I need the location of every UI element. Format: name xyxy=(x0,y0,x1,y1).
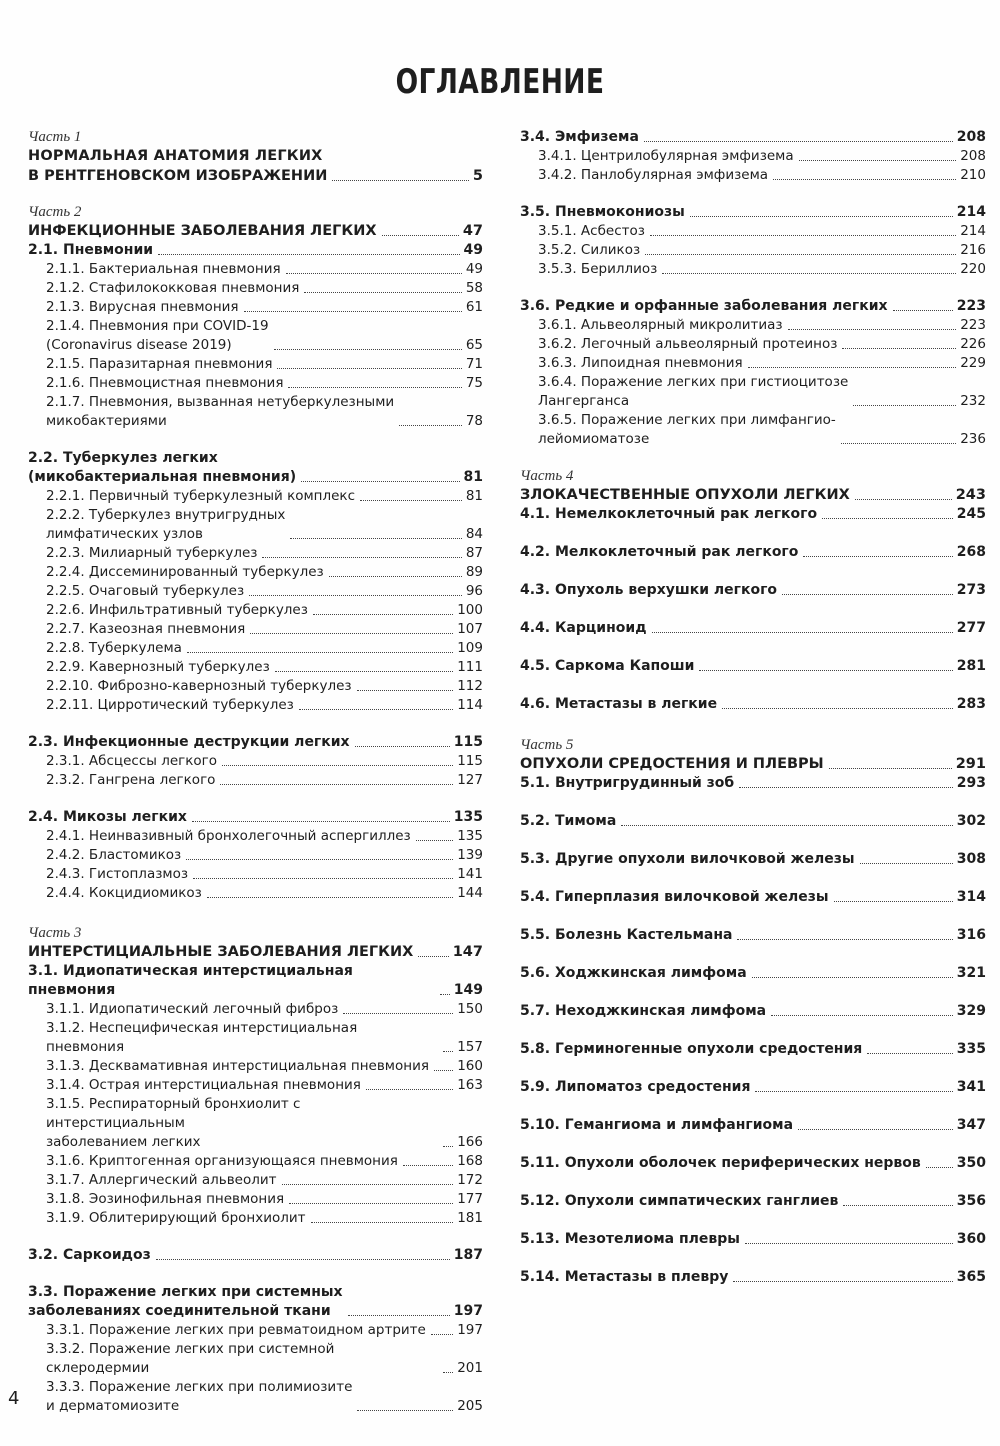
entry-title: 5.8. Герминогенные опухоли средостения xyxy=(520,1041,863,1057)
toc-entry[interactable] xyxy=(28,1209,483,1228)
toc-entry[interactable] xyxy=(28,865,483,884)
entry-page: 268 xyxy=(956,544,986,560)
entry-title: 4.4. Карциноид xyxy=(520,620,647,636)
entry-title: 2.1.2. Стафилококковая пневмония xyxy=(46,280,300,296)
entry-title: 5.3. Другие опухоли вилочковой железы xyxy=(520,851,855,867)
entry-page: 316 xyxy=(956,927,986,943)
toc-entry[interactable] xyxy=(520,485,986,505)
entry-page: 61 xyxy=(465,299,483,315)
entry-page: 149 xyxy=(453,982,483,998)
toc-entry[interactable] xyxy=(28,1019,483,1057)
entry-page: 111 xyxy=(457,659,483,675)
entry-page: 321 xyxy=(956,965,986,981)
entry-title: 2.2.5. Очаговый туберкулез xyxy=(46,583,245,599)
toc-entry[interactable] xyxy=(520,505,986,524)
entry-page: 293 xyxy=(956,775,986,791)
toc-entry[interactable] xyxy=(520,166,986,185)
entry-page: 329 xyxy=(956,1003,986,1019)
entry-title: 2.1.4. Пневмония при COVID-19 (Coronavirus disease 2019) xyxy=(46,318,269,353)
entry-title: 2.3. Инфекционные деструкции легких xyxy=(28,734,350,750)
entry-title: 3.1.9. Облитерирующий бронхиолит xyxy=(46,1210,306,1226)
entry-page: 81 xyxy=(465,488,483,504)
toc-entry[interactable] xyxy=(28,1171,483,1190)
part-3 xyxy=(28,924,483,1416)
entry-title: 2.2.11. Цирротический туберкулез xyxy=(46,697,294,713)
entry-title: 2.2.8. Туберкулема xyxy=(46,640,182,656)
entry-title: 3.1.2. Неспецифическая интерстициальная пневмония xyxy=(46,1020,358,1055)
entry-page: 356 xyxy=(956,1193,986,1209)
entry-title: 2.1. Пневмонии xyxy=(28,242,154,258)
subsection-list xyxy=(520,147,986,185)
toc-entry[interactable] xyxy=(520,1154,986,1173)
entry-page: 291 xyxy=(955,756,986,772)
toc-entry[interactable] xyxy=(520,241,986,260)
entry-page: 100 xyxy=(457,602,483,618)
entry-page: 308 xyxy=(956,851,986,867)
toc-entry[interactable] xyxy=(28,942,483,962)
entry-page: 163 xyxy=(457,1077,483,1093)
entry-page: 135 xyxy=(453,809,483,825)
entry-page: 236 xyxy=(960,431,986,447)
entry-title: 4.2. Мелкоклеточный рак легкого xyxy=(520,544,799,560)
toc-entry[interactable] xyxy=(28,1321,483,1340)
entry-title: 5.10. Гемангиома и лимфангиома xyxy=(520,1117,794,1133)
entry-title: ОПУХОЛИ СРЕДОСТЕНИЯ И ПЛЕВРЫ xyxy=(520,756,824,772)
toc-entry[interactable] xyxy=(28,279,483,298)
entry-page: 243 xyxy=(955,487,986,503)
toc-section[interactable] xyxy=(520,128,986,147)
toc-entry[interactable] xyxy=(28,1190,483,1209)
entry-page: 223 xyxy=(960,317,986,333)
entry-title: 2.4.2. Бластомикоз xyxy=(46,847,182,863)
toc-section[interactable] xyxy=(28,808,483,827)
entry-title: 2.4. Микозы легких xyxy=(28,809,187,825)
entry-title: 3.5.1. Асбестоз xyxy=(538,223,645,239)
part-label: Часть 2 xyxy=(28,204,82,220)
toc-entry[interactable] xyxy=(28,620,483,639)
entry-page: 160 xyxy=(457,1058,483,1074)
toc-entry[interactable] xyxy=(520,657,986,676)
toc-entry[interactable] xyxy=(520,373,986,411)
entry-page: 223 xyxy=(956,298,986,314)
toc-entry[interactable] xyxy=(28,1378,483,1416)
toc-entry[interactable] xyxy=(520,850,986,869)
entry-title: 2.2.9. Кавернозный туберкулез xyxy=(46,659,270,675)
part-2 xyxy=(28,203,483,903)
toc-entry[interactable] xyxy=(28,1000,483,1019)
entry-title: ИНФЕКЦИОННЫЕ ЗАБОЛЕВАНИЯ ЛЕГКИХ xyxy=(28,223,377,239)
entry-page: 115 xyxy=(453,734,483,750)
entry-page: 47 xyxy=(462,223,483,239)
entry-page: 273 xyxy=(956,582,986,598)
entry-page: 232 xyxy=(960,393,986,409)
entry-page: 168 xyxy=(457,1153,483,1169)
toc-section[interactable] xyxy=(28,449,483,487)
toc-entry[interactable] xyxy=(28,1076,483,1095)
toc-entry[interactable] xyxy=(28,393,483,431)
entry-page: 226 xyxy=(960,336,986,352)
part-4 xyxy=(520,467,986,714)
toc-entry[interactable] xyxy=(28,582,483,601)
entry-page: 335 xyxy=(956,1041,986,1057)
toc-entry[interactable] xyxy=(520,964,986,983)
entry-title: 3.3.1. Поражение легких при ревматоидном артрите xyxy=(46,1322,426,1338)
entry-page: 84 xyxy=(465,526,483,542)
entry-page: 197 xyxy=(457,1322,483,1338)
entry-page: 181 xyxy=(457,1210,483,1226)
entry-title: 3.4. Эмфизема xyxy=(520,129,639,145)
toc-entry[interactable] xyxy=(520,581,986,600)
entry-title: 3.6.3. Липоидная пневмония xyxy=(538,355,743,371)
entry-title: 3.6.1. Альвеолярный микролитиаз xyxy=(538,317,783,333)
entry-title: 3.5. Пневмокониозы xyxy=(520,204,685,220)
entry-page: 78 xyxy=(465,413,483,429)
toc-entry[interactable] xyxy=(520,335,986,354)
entry-title: 2.4.3. Гистоплазмоз xyxy=(46,866,189,882)
toc-entry[interactable] xyxy=(28,298,483,317)
toc-right-column xyxy=(520,128,986,1290)
section-list xyxy=(520,774,986,1287)
entry-title: 2.4.4. Кокцидиомикоз xyxy=(46,885,202,901)
entry-title: 3.3.3. Поражение легких при полимиозите и дерматомиозите xyxy=(46,1379,353,1414)
entry-page: 96 xyxy=(465,583,483,599)
entry-title: 5.7. Неходжкинская лимфома xyxy=(520,1003,767,1019)
entry-title: 4.5. Саркома Капоши xyxy=(520,658,695,674)
entry-title: 2.2.2. Туберкулез внутригрудных лимфатических узлов xyxy=(46,507,286,542)
entry-page: 109 xyxy=(457,640,483,656)
toc-entry[interactable] xyxy=(28,166,483,186)
entry-title: 3.4.1. Центрилобулярная эмфизема xyxy=(538,148,794,164)
entry-page: 245 xyxy=(956,506,986,522)
entry-title: 3.2. Саркоидоз xyxy=(28,1247,151,1263)
entry-page: 71 xyxy=(465,356,483,372)
toc-entry[interactable] xyxy=(28,1057,483,1076)
toc-section[interactable] xyxy=(520,203,986,222)
entry-title: 5.5. Болезнь Кастельмана xyxy=(520,927,733,943)
toc-entry[interactable] xyxy=(28,506,483,544)
entry-title: 2.3.1. Абсцессы легкого xyxy=(46,753,217,769)
entry-page: 220 xyxy=(960,261,986,277)
toc-section[interactable] xyxy=(28,1283,483,1321)
toc-entry[interactable] xyxy=(520,316,986,335)
toc-entry[interactable] xyxy=(520,619,986,638)
entry-page: 127 xyxy=(457,772,483,788)
part-title: НОРМАЛЬНАЯ АНАТОМИЯ ЛЕГКИХ xyxy=(28,148,323,164)
toc-entry[interactable] xyxy=(520,926,986,945)
page-number: 4 xyxy=(8,1388,20,1409)
entry-page: 216 xyxy=(960,242,986,258)
toc-entry[interactable] xyxy=(28,601,483,620)
toc-entry[interactable] xyxy=(28,355,483,374)
entry-title: 3.1.6. Криптогенная организующаяся пневмония xyxy=(46,1153,398,1169)
toc-section[interactable] xyxy=(28,733,483,752)
entry-title: 3.3. Поражение легких при системных заболеваниях соединительной ткани xyxy=(28,1284,343,1319)
entry-page: 5 xyxy=(472,168,483,184)
subsection-list xyxy=(520,316,986,449)
part-5 xyxy=(520,736,986,1287)
entry-title: 5.9. Липоматоз средостения xyxy=(520,1079,751,1095)
entry-title: 4.6. Метастазы в легкие xyxy=(520,696,718,712)
entry-page: 205 xyxy=(457,1398,483,1414)
entry-title: 2.2. Туберкулез легких (микобактериальная пневмония) xyxy=(28,450,297,485)
entry-page: 210 xyxy=(960,167,986,183)
entry-title: 2.1.6. Пневмоцистная пневмония xyxy=(46,375,284,391)
entry-page: 58 xyxy=(465,280,483,296)
entry-title: 2.3.2. Гангрена легкого xyxy=(46,772,216,788)
toc-entry[interactable] xyxy=(520,1040,986,1059)
toc-entry[interactable] xyxy=(520,888,986,907)
entry-title: В РЕНТГЕНОВСКОМ ИЗОБРАЖЕНИИ xyxy=(28,168,328,184)
entry-page: 150 xyxy=(457,1001,483,1017)
toc-section[interactable] xyxy=(28,241,483,260)
entry-title: 5.13. Мезотелиома плевры xyxy=(520,1231,740,1247)
section-list xyxy=(520,505,986,714)
entry-page: 141 xyxy=(457,866,483,882)
entry-title: 4.1. Немелкоклеточный рак легкого xyxy=(520,506,818,522)
entry-page: 214 xyxy=(956,204,986,220)
entry-title: 3.1.7. Аллергический альвеолит xyxy=(46,1172,277,1188)
toc-entry[interactable] xyxy=(520,774,986,793)
toc-entry[interactable] xyxy=(520,354,986,373)
entry-title: 2.2.7. Казеозная пневмония xyxy=(46,621,246,637)
entry-page: 208 xyxy=(956,129,986,145)
entry-title: 2.1.3. Вирусная пневмония xyxy=(46,299,239,315)
toc-entry[interactable] xyxy=(28,846,483,865)
entry-page: 172 xyxy=(457,1172,483,1188)
part-label: Часть 5 xyxy=(520,737,574,753)
entry-title: 3.5.2. Силикоз xyxy=(538,242,641,258)
subsection-list xyxy=(28,752,483,790)
entry-page: 49 xyxy=(463,242,483,258)
entry-title: 2.2.1. Первичный туберкулезный комплекс xyxy=(46,488,356,504)
entry-page: 65 xyxy=(465,337,483,353)
entry-page: 107 xyxy=(457,621,483,637)
entry-page: 144 xyxy=(457,885,483,901)
toc-entry[interactable] xyxy=(28,639,483,658)
entry-page: 201 xyxy=(457,1360,483,1376)
page-title: ОГЛАВЛЕНИЕ xyxy=(395,62,605,102)
toc-entry[interactable] xyxy=(520,812,986,831)
entry-title: 3.6.4. Поражение легких при гистиоцитозе Лангерганса xyxy=(538,374,849,409)
toc-entry[interactable] xyxy=(520,1268,986,1287)
part-1 xyxy=(28,128,483,186)
entry-page: 139 xyxy=(457,847,483,863)
entry-title: 5.4. Гиперплазия вилочковой железы xyxy=(520,889,829,905)
part-label: Часть 3 xyxy=(28,925,82,941)
toc-section[interactable] xyxy=(520,297,986,316)
entry-page: 177 xyxy=(457,1191,483,1207)
entry-title: 3.6.2. Легочный альвеолярный протеиноз xyxy=(538,336,838,352)
toc-section[interactable] xyxy=(28,1246,483,1265)
subsection-list xyxy=(28,1321,483,1416)
toc-entry[interactable] xyxy=(520,1002,986,1021)
entry-page: 147 xyxy=(452,944,483,960)
toc-entry[interactable] xyxy=(28,563,483,582)
entry-page: 277 xyxy=(956,620,986,636)
entry-page: 360 xyxy=(956,1231,986,1247)
toc-section[interactable] xyxy=(28,962,483,1000)
entry-title: ИНТЕРСТИЦИАЛЬНЫЕ ЗАБОЛЕВАНИЯ ЛЕГКИХ xyxy=(28,944,414,960)
toc-entry[interactable] xyxy=(28,1095,483,1152)
entry-title: 3.6.5. Поражение легких при лимфангио- лейомиоматозе xyxy=(538,412,836,447)
toc-entry[interactable] xyxy=(28,658,483,677)
entry-title: 2.2.4. Диссеминированный туберкулез xyxy=(46,564,324,580)
subsection-list xyxy=(28,260,483,431)
toc-entry[interactable] xyxy=(28,317,483,355)
entry-page: 197 xyxy=(453,1303,483,1319)
toc-entry[interactable] xyxy=(520,260,986,279)
toc-entry[interactable] xyxy=(520,543,986,562)
toc-entry[interactable] xyxy=(28,771,483,790)
toc-entry[interactable] xyxy=(520,411,986,449)
toc-entry[interactable] xyxy=(520,222,986,241)
entry-title: 3.1. Идиопатическая интерстициальная пневмония xyxy=(28,963,353,998)
toc-entry[interactable] xyxy=(28,827,483,846)
entry-page: 166 xyxy=(457,1134,483,1150)
toc-entry[interactable] xyxy=(28,1340,483,1378)
entry-page: 75 xyxy=(465,375,483,391)
entry-page: 135 xyxy=(457,828,483,844)
entry-title: 2.2.6. Инфильтративный туберкулез xyxy=(46,602,308,618)
entry-page: 157 xyxy=(457,1039,483,1055)
subsection-list xyxy=(28,1000,483,1228)
part-label: Часть 1 xyxy=(28,129,82,145)
entry-title: 2.2.3. Милиарный туберкулез xyxy=(46,545,258,561)
entry-page: 208 xyxy=(960,148,986,164)
entry-title: 3.1.4. Острая интерстициальная пневмония xyxy=(46,1077,361,1093)
toc-entry[interactable] xyxy=(520,1116,986,1135)
toc-entry[interactable] xyxy=(520,147,986,166)
entry-title: 2.1.5. Паразитарная пневмония xyxy=(46,356,273,372)
entry-title: 3.1.1. Идиопатический легочный фиброз xyxy=(46,1001,339,1017)
entry-title: 5.1. Внутригрудинный зоб xyxy=(520,775,735,791)
entry-page: 81 xyxy=(463,469,483,485)
entry-title: 2.4.1. Неинвазивный бронхолегочный аспергиллез xyxy=(46,828,411,844)
subsection-list xyxy=(28,487,483,715)
entry-title: 3.1.8. Эозинофильная пневмония xyxy=(46,1191,285,1207)
toc-entry[interactable] xyxy=(520,754,986,774)
toc-entry[interactable] xyxy=(28,677,483,696)
toc-entry[interactable] xyxy=(28,221,483,241)
subsection-list xyxy=(28,827,483,903)
entry-page: 350 xyxy=(956,1155,986,1171)
entry-page: 114 xyxy=(457,697,483,713)
toc-entry[interactable] xyxy=(28,544,483,563)
entry-page: 365 xyxy=(956,1269,986,1285)
entry-title: 5.11. Опухоли оболочек периферических нервов xyxy=(520,1155,921,1171)
entry-page: 187 xyxy=(453,1247,483,1263)
entry-page: 214 xyxy=(960,223,986,239)
entry-title: 3.1.5. Респираторный бронхиолит с интерстициальным заболеванием легких xyxy=(46,1096,301,1150)
entry-title: 3.1.3. Десквамативная интерстициальная пневмония xyxy=(46,1058,429,1074)
entry-title: 5.6. Ходжкинская лимфома xyxy=(520,965,747,981)
entry-title: 3.4.2. Панлобулярная эмфизема xyxy=(538,167,769,183)
entry-title: 2.1.7. Пневмония, вызванная нетуберкулезными микобактериями xyxy=(46,394,395,429)
entry-title: 2.1.1. Бактериальная пневмония xyxy=(46,261,281,277)
subsection-list xyxy=(520,222,986,279)
toc-left-column xyxy=(28,128,483,1419)
entry-page: 314 xyxy=(956,889,986,905)
entry-page: 115 xyxy=(457,753,483,769)
entry-title: 5.12. Опухоли симпатических ганглиев xyxy=(520,1193,839,1209)
entry-page: 341 xyxy=(956,1079,986,1095)
entry-page: 112 xyxy=(457,678,483,694)
toc-entry[interactable] xyxy=(28,487,483,506)
entry-title: 4.3. Опухоль верхушки легкого xyxy=(520,582,778,598)
entry-page: 229 xyxy=(960,355,986,371)
toc-entry[interactable] xyxy=(28,884,483,903)
entry-page: 89 xyxy=(465,564,483,580)
entry-title: 3.6. Редкие и орфанные заболевания легких xyxy=(520,298,888,314)
entry-title: ЗЛОКАЧЕСТВЕННЫЕ ОПУХОЛИ ЛЕГКИХ xyxy=(520,487,850,503)
toc-entry[interactable] xyxy=(520,1192,986,1211)
toc-entry[interactable] xyxy=(520,1230,986,1249)
entry-page: 49 xyxy=(465,261,483,277)
entry-page: 302 xyxy=(956,813,986,829)
entry-page: 283 xyxy=(956,696,986,712)
toc-entry[interactable] xyxy=(520,1078,986,1097)
toc-entry[interactable] xyxy=(28,696,483,715)
entry-title: 3.3.2. Поражение легких при системной склеродермии xyxy=(46,1341,335,1376)
part-label: Часть 4 xyxy=(520,468,574,484)
toc-entry[interactable] xyxy=(28,260,483,279)
entry-title: 5.14. Метастазы в плевру xyxy=(520,1269,729,1285)
entry-page: 281 xyxy=(956,658,986,674)
entry-title: 5.2. Тимома xyxy=(520,813,617,829)
entry-page: 87 xyxy=(465,545,483,561)
entry-title: 2.2.10. Фиброзно-кавернозный туберкулез xyxy=(46,678,352,694)
entry-page: 347 xyxy=(956,1117,986,1133)
toc-entry[interactable] xyxy=(28,752,483,771)
entry-title: 3.5.3. Бериллиоз xyxy=(538,261,658,277)
toc-entry[interactable] xyxy=(520,695,986,714)
toc-entry[interactable] xyxy=(28,1152,483,1171)
toc-entry[interactable] xyxy=(28,374,483,393)
